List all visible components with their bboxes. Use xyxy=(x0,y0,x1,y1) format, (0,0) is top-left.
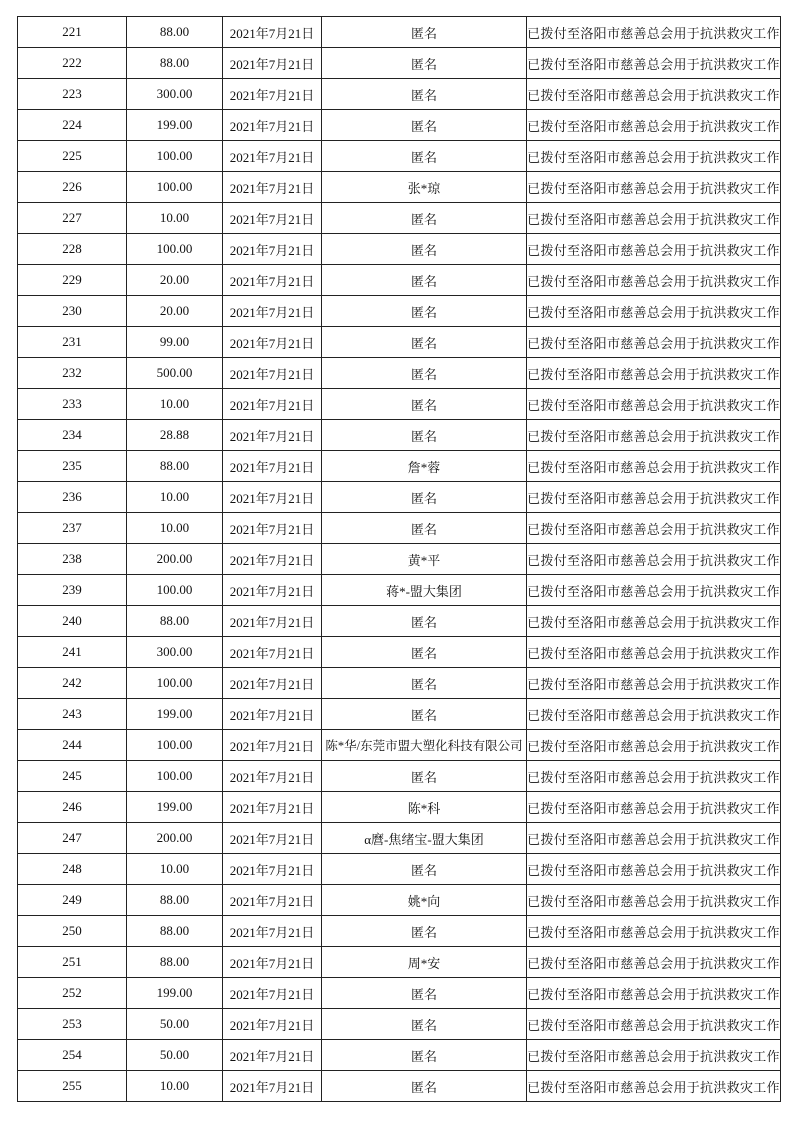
donor-cell: 匿名 xyxy=(322,265,527,296)
note-cell: 已拨付至洛阳市慈善总会用于抗洪救灾工作 xyxy=(527,1071,781,1102)
donation-table-body xyxy=(18,17,781,1102)
table-row xyxy=(18,730,781,761)
row-number-cell: 233 xyxy=(18,389,127,420)
table-row xyxy=(18,48,781,79)
amount-cell: 100.00 xyxy=(127,172,223,203)
amount-cell: 88.00 xyxy=(127,451,223,482)
row-number-cell: 231 xyxy=(18,327,127,358)
row-number-cell: 252 xyxy=(18,978,127,1009)
row-number-cell: 240 xyxy=(18,606,127,637)
donor-cell: 匿名 xyxy=(322,234,527,265)
date-cell: 2021年7月21日 xyxy=(223,544,322,575)
date-cell: 2021年7月21日 xyxy=(223,978,322,1009)
row-number-cell: 225 xyxy=(18,141,127,172)
donor-cell: 匿名 xyxy=(322,606,527,637)
amount-cell: 300.00 xyxy=(127,637,223,668)
table-row xyxy=(18,234,781,265)
amount-cell: 10.00 xyxy=(127,389,223,420)
table-row xyxy=(18,544,781,575)
date-cell: 2021年7月21日 xyxy=(223,699,322,730)
date-cell: 2021年7月21日 xyxy=(223,79,322,110)
note-cell: 已拨付至洛阳市慈善总会用于抗洪救灾工作 xyxy=(527,637,781,668)
donor-cell: 匿名 xyxy=(322,1040,527,1071)
table-row xyxy=(18,978,781,1009)
date-cell: 2021年7月21日 xyxy=(223,761,322,792)
table-row xyxy=(18,668,781,699)
date-cell: 2021年7月21日 xyxy=(223,1040,322,1071)
table-row xyxy=(18,885,781,916)
row-number-cell: 228 xyxy=(18,234,127,265)
note-cell: 已拨付至洛阳市慈善总会用于抗洪救灾工作 xyxy=(527,978,781,1009)
date-cell: 2021年7月21日 xyxy=(223,513,322,544)
note-cell: 已拨付至洛阳市慈善总会用于抗洪救灾工作 xyxy=(527,1040,781,1071)
amount-cell: 99.00 xyxy=(127,327,223,358)
amount-cell: 500.00 xyxy=(127,358,223,389)
donor-cell: 匿名 xyxy=(322,1071,527,1102)
donor-cell: 陈*华/东莞市盟大塑化科技有限公司 xyxy=(322,730,527,761)
date-cell: 2021年7月21日 xyxy=(223,296,322,327)
amount-cell: 200.00 xyxy=(127,544,223,575)
date-cell: 2021年7月21日 xyxy=(223,265,322,296)
row-number-cell: 221 xyxy=(18,17,127,48)
table-row xyxy=(18,606,781,637)
donor-cell: 匿名 xyxy=(322,48,527,79)
table-row xyxy=(18,637,781,668)
note-cell: 已拨付至洛阳市慈善总会用于抗洪救灾工作 xyxy=(527,451,781,482)
note-cell: 已拨付至洛阳市慈善总会用于抗洪救灾工作 xyxy=(527,916,781,947)
donor-cell: 匿名 xyxy=(322,699,527,730)
amount-cell: 10.00 xyxy=(127,513,223,544)
table-row xyxy=(18,916,781,947)
amount-cell: 28.88 xyxy=(127,420,223,451)
donor-cell: 匿名 xyxy=(322,978,527,1009)
date-cell: 2021年7月21日 xyxy=(223,916,322,947)
row-number-cell: 224 xyxy=(18,110,127,141)
table-row xyxy=(18,17,781,48)
note-cell: 已拨付至洛阳市慈善总会用于抗洪救灾工作 xyxy=(527,668,781,699)
row-number-cell: 238 xyxy=(18,544,127,575)
date-cell: 2021年7月21日 xyxy=(223,203,322,234)
amount-cell: 20.00 xyxy=(127,265,223,296)
amount-cell: 88.00 xyxy=(127,17,223,48)
donor-cell: 匿名 xyxy=(322,296,527,327)
date-cell: 2021年7月21日 xyxy=(223,1071,322,1102)
note-cell: 已拨付至洛阳市慈善总会用于抗洪救灾工作 xyxy=(527,296,781,327)
amount-cell: 10.00 xyxy=(127,854,223,885)
row-number-cell: 255 xyxy=(18,1071,127,1102)
donor-cell: 匿名 xyxy=(322,854,527,885)
donor-cell: 匿名 xyxy=(322,916,527,947)
amount-cell: 199.00 xyxy=(127,978,223,1009)
table-row xyxy=(18,699,781,730)
amount-cell: 100.00 xyxy=(127,141,223,172)
note-cell: 已拨付至洛阳市慈善总会用于抗洪救灾工作 xyxy=(527,358,781,389)
table-row xyxy=(18,482,781,513)
date-cell: 2021年7月21日 xyxy=(223,947,322,978)
amount-cell: 88.00 xyxy=(127,916,223,947)
row-number-cell: 237 xyxy=(18,513,127,544)
table-row xyxy=(18,1071,781,1102)
note-cell: 已拨付至洛阳市慈善总会用于抗洪救灾工作 xyxy=(527,17,781,48)
note-cell: 已拨付至洛阳市慈善总会用于抗洪救灾工作 xyxy=(527,389,781,420)
table-row xyxy=(18,265,781,296)
note-cell: 已拨付至洛阳市慈善总会用于抗洪救灾工作 xyxy=(527,203,781,234)
row-number-cell: 230 xyxy=(18,296,127,327)
amount-cell: 50.00 xyxy=(127,1040,223,1071)
table-row xyxy=(18,79,781,110)
date-cell: 2021年7月21日 xyxy=(223,482,322,513)
table-row xyxy=(18,575,781,606)
amount-cell: 100.00 xyxy=(127,730,223,761)
note-cell: 已拨付至洛阳市慈善总会用于抗洪救灾工作 xyxy=(527,234,781,265)
row-number-cell: 239 xyxy=(18,575,127,606)
table-row xyxy=(18,203,781,234)
donor-cell: 黄*平 xyxy=(322,544,527,575)
table-row xyxy=(18,792,781,823)
donor-cell: 匿名 xyxy=(322,637,527,668)
note-cell: 已拨付至洛阳市慈善总会用于抗洪救灾工作 xyxy=(527,792,781,823)
date-cell: 2021年7月21日 xyxy=(223,730,322,761)
amount-cell: 10.00 xyxy=(127,1071,223,1102)
note-cell: 已拨付至洛阳市慈善总会用于抗洪救灾工作 xyxy=(527,699,781,730)
donor-cell: 匿名 xyxy=(322,203,527,234)
table-row xyxy=(18,296,781,327)
amount-cell: 20.00 xyxy=(127,296,223,327)
table-row xyxy=(18,1040,781,1071)
note-cell: 已拨付至洛阳市慈善总会用于抗洪救灾工作 xyxy=(527,854,781,885)
table-row xyxy=(18,1009,781,1040)
amount-cell: 10.00 xyxy=(127,203,223,234)
donor-cell: 匿名 xyxy=(322,513,527,544)
date-cell: 2021年7月21日 xyxy=(223,823,322,854)
date-cell: 2021年7月21日 xyxy=(223,234,322,265)
row-number-cell: 235 xyxy=(18,451,127,482)
amount-cell: 100.00 xyxy=(127,575,223,606)
amount-cell: 100.00 xyxy=(127,761,223,792)
donor-cell: 匿名 xyxy=(322,327,527,358)
donor-cell: 匿名 xyxy=(322,1009,527,1040)
row-number-cell: 249 xyxy=(18,885,127,916)
date-cell: 2021年7月21日 xyxy=(223,17,322,48)
date-cell: 2021年7月21日 xyxy=(223,358,322,389)
row-number-cell: 248 xyxy=(18,854,127,885)
date-cell: 2021年7月21日 xyxy=(223,854,322,885)
date-cell: 2021年7月21日 xyxy=(223,389,322,420)
amount-cell: 100.00 xyxy=(127,668,223,699)
date-cell: 2021年7月21日 xyxy=(223,172,322,203)
amount-cell: 88.00 xyxy=(127,947,223,978)
row-number-cell: 245 xyxy=(18,761,127,792)
row-number-cell: 242 xyxy=(18,668,127,699)
row-number-cell: 243 xyxy=(18,699,127,730)
note-cell: 已拨付至洛阳市慈善总会用于抗洪救灾工作 xyxy=(527,513,781,544)
row-number-cell: 226 xyxy=(18,172,127,203)
table-row xyxy=(18,854,781,885)
amount-cell: 199.00 xyxy=(127,699,223,730)
donation-table xyxy=(17,16,781,1102)
donor-cell: 匿名 xyxy=(322,761,527,792)
date-cell: 2021年7月21日 xyxy=(223,48,322,79)
note-cell: 已拨付至洛阳市慈善总会用于抗洪救灾工作 xyxy=(527,48,781,79)
donor-cell: 匿名 xyxy=(322,668,527,699)
note-cell: 已拨付至洛阳市慈善总会用于抗洪救灾工作 xyxy=(527,265,781,296)
donor-cell: 匿名 xyxy=(322,17,527,48)
note-cell: 已拨付至洛阳市慈善总会用于抗洪救灾工作 xyxy=(527,885,781,916)
date-cell: 2021年7月21日 xyxy=(223,420,322,451)
donor-cell: 匿名 xyxy=(322,482,527,513)
amount-cell: 199.00 xyxy=(127,792,223,823)
table-row xyxy=(18,389,781,420)
row-number-cell: 227 xyxy=(18,203,127,234)
table-row xyxy=(18,451,781,482)
amount-cell: 10.00 xyxy=(127,482,223,513)
donor-cell: 匿名 xyxy=(322,110,527,141)
row-number-cell: 253 xyxy=(18,1009,127,1040)
amount-cell: 199.00 xyxy=(127,110,223,141)
donor-cell: α麿-焦绪宝-盟大集团 xyxy=(322,823,527,854)
note-cell: 已拨付至洛阳市慈善总会用于抗洪救灾工作 xyxy=(527,172,781,203)
table-row xyxy=(18,358,781,389)
donor-cell: 匿名 xyxy=(322,420,527,451)
amount-cell: 50.00 xyxy=(127,1009,223,1040)
row-number-cell: 246 xyxy=(18,792,127,823)
donor-cell: 姚*向 xyxy=(322,885,527,916)
donor-cell: 詹*蓉 xyxy=(322,451,527,482)
donor-cell: 张*琼 xyxy=(322,172,527,203)
note-cell: 已拨付至洛阳市慈善总会用于抗洪救灾工作 xyxy=(527,544,781,575)
note-cell: 已拨付至洛阳市慈善总会用于抗洪救灾工作 xyxy=(527,575,781,606)
donor-cell: 匿名 xyxy=(322,79,527,110)
amount-cell: 88.00 xyxy=(127,885,223,916)
row-number-cell: 247 xyxy=(18,823,127,854)
date-cell: 2021年7月21日 xyxy=(223,327,322,358)
row-number-cell: 234 xyxy=(18,420,127,451)
amount-cell: 88.00 xyxy=(127,48,223,79)
table-row xyxy=(18,172,781,203)
note-cell: 已拨付至洛阳市慈善总会用于抗洪救灾工作 xyxy=(527,141,781,172)
table-row xyxy=(18,141,781,172)
donor-cell: 匿名 xyxy=(322,141,527,172)
note-cell: 已拨付至洛阳市慈善总会用于抗洪救灾工作 xyxy=(527,947,781,978)
date-cell: 2021年7月21日 xyxy=(223,885,322,916)
date-cell: 2021年7月21日 xyxy=(223,141,322,172)
donor-cell: 匿名 xyxy=(322,389,527,420)
note-cell: 已拨付至洛阳市慈善总会用于抗洪救灾工作 xyxy=(527,606,781,637)
donor-cell: 陈*科 xyxy=(322,792,527,823)
date-cell: 2021年7月21日 xyxy=(223,668,322,699)
row-number-cell: 254 xyxy=(18,1040,127,1071)
row-number-cell: 241 xyxy=(18,637,127,668)
note-cell: 已拨付至洛阳市慈善总会用于抗洪救灾工作 xyxy=(527,110,781,141)
note-cell: 已拨付至洛阳市慈善总会用于抗洪救灾工作 xyxy=(527,79,781,110)
note-cell: 已拨付至洛阳市慈善总会用于抗洪救灾工作 xyxy=(527,730,781,761)
table-row xyxy=(18,327,781,358)
row-number-cell: 244 xyxy=(18,730,127,761)
table-row xyxy=(18,110,781,141)
note-cell: 已拨付至洛阳市慈善总会用于抗洪救灾工作 xyxy=(527,761,781,792)
note-cell: 已拨付至洛阳市慈善总会用于抗洪救灾工作 xyxy=(527,482,781,513)
table-row xyxy=(18,761,781,792)
table-row xyxy=(18,513,781,544)
date-cell: 2021年7月21日 xyxy=(223,1009,322,1040)
donor-cell: 周*安 xyxy=(322,947,527,978)
amount-cell: 100.00 xyxy=(127,234,223,265)
table-row xyxy=(18,947,781,978)
row-number-cell: 229 xyxy=(18,265,127,296)
date-cell: 2021年7月21日 xyxy=(223,606,322,637)
note-cell: 已拨付至洛阳市慈善总会用于抗洪救灾工作 xyxy=(527,1009,781,1040)
date-cell: 2021年7月21日 xyxy=(223,110,322,141)
note-cell: 已拨付至洛阳市慈善总会用于抗洪救灾工作 xyxy=(527,823,781,854)
table-row xyxy=(18,823,781,854)
amount-cell: 88.00 xyxy=(127,606,223,637)
row-number-cell: 250 xyxy=(18,916,127,947)
amount-cell: 300.00 xyxy=(127,79,223,110)
row-number-cell: 222 xyxy=(18,48,127,79)
amount-cell: 200.00 xyxy=(127,823,223,854)
row-number-cell: 232 xyxy=(18,358,127,389)
note-cell: 已拨付至洛阳市慈善总会用于抗洪救灾工作 xyxy=(527,420,781,451)
table-row xyxy=(18,420,781,451)
date-cell: 2021年7月21日 xyxy=(223,451,322,482)
row-number-cell: 251 xyxy=(18,947,127,978)
row-number-cell: 236 xyxy=(18,482,127,513)
row-number-cell: 223 xyxy=(18,79,127,110)
note-cell: 已拨付至洛阳市慈善总会用于抗洪救灾工作 xyxy=(527,327,781,358)
donor-cell: 匿名 xyxy=(322,358,527,389)
date-cell: 2021年7月21日 xyxy=(223,575,322,606)
date-cell: 2021年7月21日 xyxy=(223,637,322,668)
date-cell: 2021年7月21日 xyxy=(223,792,322,823)
donor-cell: 蒋*-盟大集团 xyxy=(322,575,527,606)
